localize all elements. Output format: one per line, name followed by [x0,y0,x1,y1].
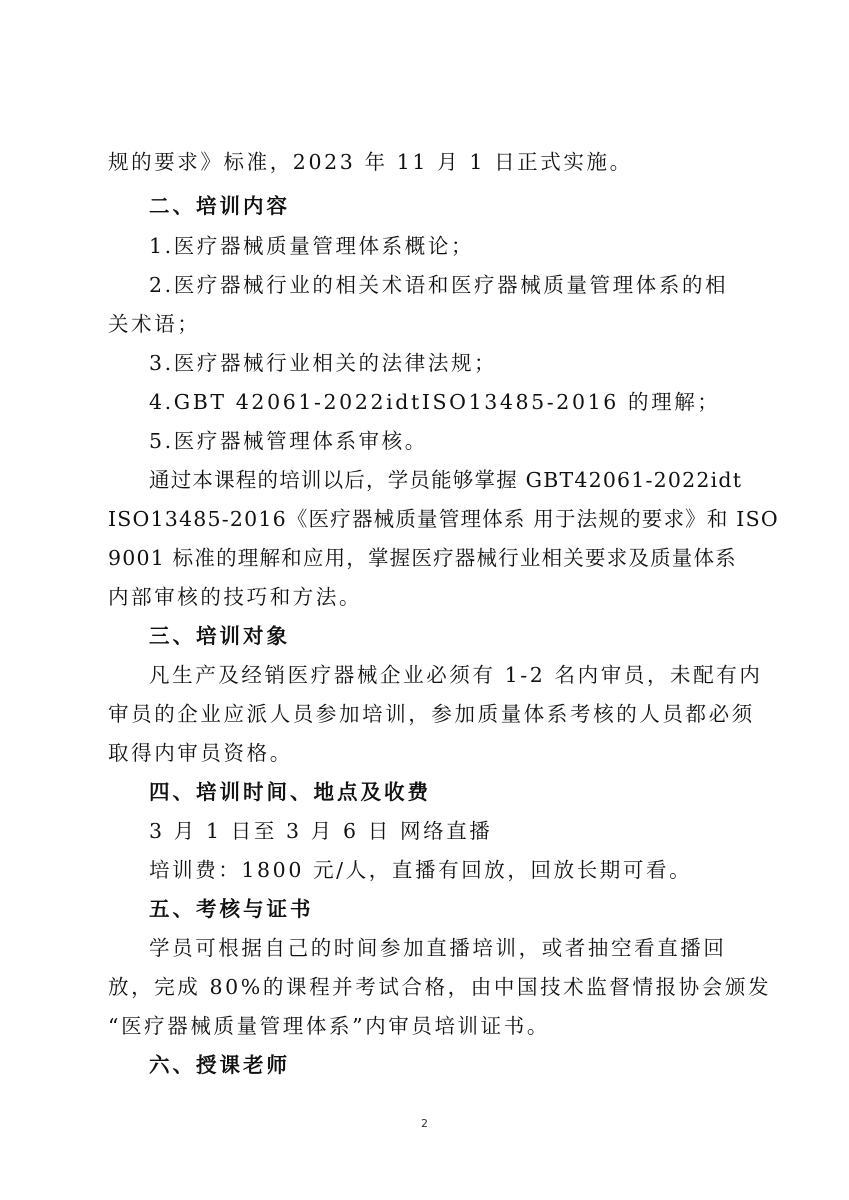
section-heading-training-target: 三、培训对象 [149,624,290,648]
section-heading-instructors: 六、授课老师 [149,1053,290,1077]
paragraph-line: ISO13485-2016《医疗器械质量管理体系 用于法规的要求》和 ISO [108,507,779,531]
paragraph-line: 学员可根据自己的时间参加直播培训，或者抽空看直播回 [149,936,727,960]
paragraph-line: 通过本课程的培训以后，学员能够掌握 GBT42061-2022idt [149,468,743,492]
paragraph-continuation: 规的要求》标准，2023 年 11 月 1 日正式实施。 [108,150,633,174]
paragraph-line: 放，完成 80%的课程并考试合格，由中国技术监督情报协会颁发 [108,975,772,999]
section-heading-time-place-fee: 四、培训时间、地点及收费 [149,780,431,804]
list-item: 5.医疗器械管理体系审核。 [149,429,428,453]
paragraph-line: 取得内审员资格。 [108,741,293,765]
paragraph-line: 内部审核的技巧和方法。 [108,585,363,609]
paragraph-line: 审员的企业应派人员参加培训，参加质量体系考核的人员都必须 [108,702,755,726]
schedule-line: 3 月 1 日至 3 月 6 日 网络直播 [149,819,493,843]
paragraph-line: “医疗器械质量管理体系”内审员培训证书。 [108,1014,550,1038]
paragraph-line: 9001 标准的理解和应用，掌握医疗器械行业相关要求及质量体系 [108,546,737,570]
list-item-continuation: 关术语； [108,312,201,336]
section-heading-training-content: 二、培训内容 [149,194,290,218]
paragraph-line: 凡生产及经销医疗器械企业必须有 1-2 名内审员，未配有内 [149,663,763,687]
list-item: 4.GBT 42061-2022idtISO13485-2016 的理解； [149,390,721,414]
section-heading-assessment-certificate: 五、考核与证书 [149,897,314,921]
fee-line: 培训费：1800 元/人，直播有回放，回放长期可看。 [149,858,693,882]
list-item: 1.医疗器械质量管理体系概论； [149,234,475,258]
list-item: 3.医疗器械行业相关的法律法规； [149,351,498,375]
page-number: 2 [421,1117,428,1130]
list-item: 2.医疗器械行业的相关术语和医疗器械质量管理体系的相 [149,273,729,297]
